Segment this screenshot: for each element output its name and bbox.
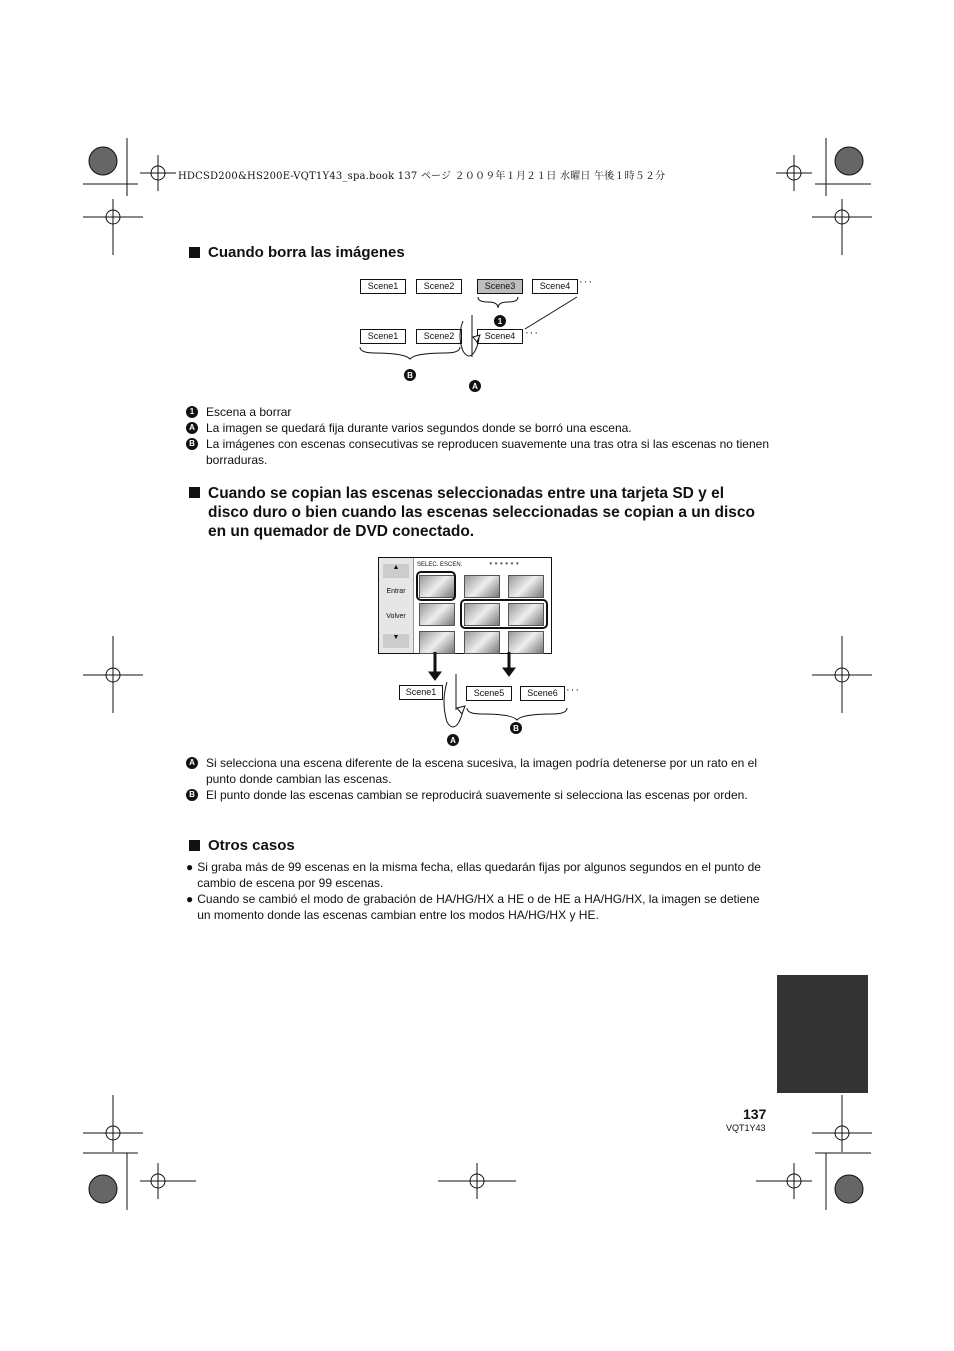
- scene-box: Scene1: [360, 329, 406, 344]
- down-arrow-icon: ▼: [383, 634, 409, 648]
- square-bullet-icon: [189, 247, 200, 258]
- section-title: Cuando borra las imágenes: [208, 244, 405, 261]
- notes-delete: [186, 404, 776, 468]
- up-arrow-icon: ▲: [383, 564, 409, 578]
- continuation-dots: ···: [525, 327, 539, 339]
- section-heading-copy: [189, 484, 764, 541]
- lcd-header: SELEC. ESCEN.: [417, 562, 463, 568]
- scene-box: Scene4: [532, 279, 578, 294]
- scene-box: Scene1: [360, 279, 406, 294]
- chapter-tab: [777, 975, 868, 1093]
- scene-box: Scene2: [416, 329, 462, 344]
- section-title: Cuando se copian las escenas seleccionadas entre una tarjeta SD y el disco duro o bien cuando las escenas seleccionadas se copian a un disco en un quemador de DVD conectado.: [208, 485, 755, 540]
- marker-b-icon: B: [510, 722, 522, 734]
- marker-a-icon: A: [447, 734, 459, 746]
- note-text: Si selecciona una escena diferente de la escena sucesiva, la imagen podría detenerse por un rato en el punto donde cambian las escenas.: [206, 756, 758, 786]
- model-code: VQT1Y43: [726, 1123, 766, 1133]
- marker-a-icon: A: [186, 422, 198, 434]
- square-bullet-icon: [189, 840, 200, 851]
- page-dots-icon: ● ● ● ● ● ●: [489, 561, 520, 567]
- marker-b-icon: B: [404, 369, 416, 381]
- list-item-text: Si graba más de 99 escenas en la misma fecha, ellas quedarán fijas por algunos segundos en el punto de cambio de escena por 99 escenas.: [197, 860, 761, 890]
- print-header-line: HDCSD200&HS200E-VQT1Y43_spa.book 137 ページ ２００９年１月２１日 水曜日 午後１時５２分: [178, 171, 666, 182]
- delete-scenes-diagram: [355, 275, 615, 395]
- scene-box: Scene2: [416, 279, 462, 294]
- scene-box: Scene5: [466, 686, 512, 701]
- note-text: La imagen se quedará fija durante varios segundos donde se borró una escena.: [206, 421, 632, 435]
- enter-button: Entrar: [386, 588, 406, 595]
- list-item-text: Cuando se cambió el modo de grabación de HA/HG/HX a HE o de HE a HA/HG/HX, la imagen se detiene un momento donde las escenas cambian entre los modos HA/HG/HX y HE.: [197, 892, 760, 922]
- scene-box: Scene6: [520, 686, 565, 701]
- note-text: La imágenes con escenas consecutivas se reproducen suavemente una tras otra si las escenas no tienen borraduras.: [206, 437, 770, 467]
- note-item: [186, 787, 771, 803]
- marker-b-icon: B: [186, 438, 198, 450]
- marker-b-icon: B: [186, 789, 198, 801]
- selection-outlines: [379, 558, 551, 653]
- marker-a-icon: A: [469, 380, 481, 392]
- section-heading-delete: [189, 244, 405, 261]
- marker-1-icon: 1: [494, 315, 506, 327]
- scene-box: Scene4: [477, 329, 523, 344]
- note-text: Escena a borrar: [206, 405, 292, 419]
- lcd-screen-illustration: [378, 557, 552, 654]
- scene-box-deleted: Scene3: [477, 279, 523, 294]
- note-item: [186, 436, 776, 468]
- square-bullet-icon: [189, 487, 200, 498]
- back-button: Volver: [386, 613, 406, 620]
- scene-box: Scene1: [399, 685, 443, 700]
- page-number: 137: [743, 1106, 767, 1122]
- note-text: El punto donde las escenas cambian se reproducirá suavemente si selecciona las escenas por orden.: [206, 788, 748, 802]
- bullet-dot-icon: ●: [186, 860, 194, 874]
- continuation-dots: ···: [579, 276, 593, 288]
- marker-1-icon: 1: [186, 406, 198, 418]
- copy-diagram-lines: [395, 652, 595, 752]
- other-cases-list: [186, 859, 766, 923]
- diagram-lines: [355, 275, 615, 395]
- continuation-dots: ···: [566, 684, 580, 696]
- list-item: [186, 859, 766, 891]
- list-item: [186, 891, 766, 923]
- marker-a-icon: A: [186, 757, 198, 769]
- note-item: [186, 755, 771, 787]
- note-item: [186, 404, 776, 420]
- bullet-dot-icon: ●: [186, 892, 194, 906]
- note-item: [186, 420, 776, 436]
- section-title: Otros casos: [208, 837, 295, 854]
- section-heading-other: [189, 837, 295, 854]
- notes-copy: [186, 755, 771, 803]
